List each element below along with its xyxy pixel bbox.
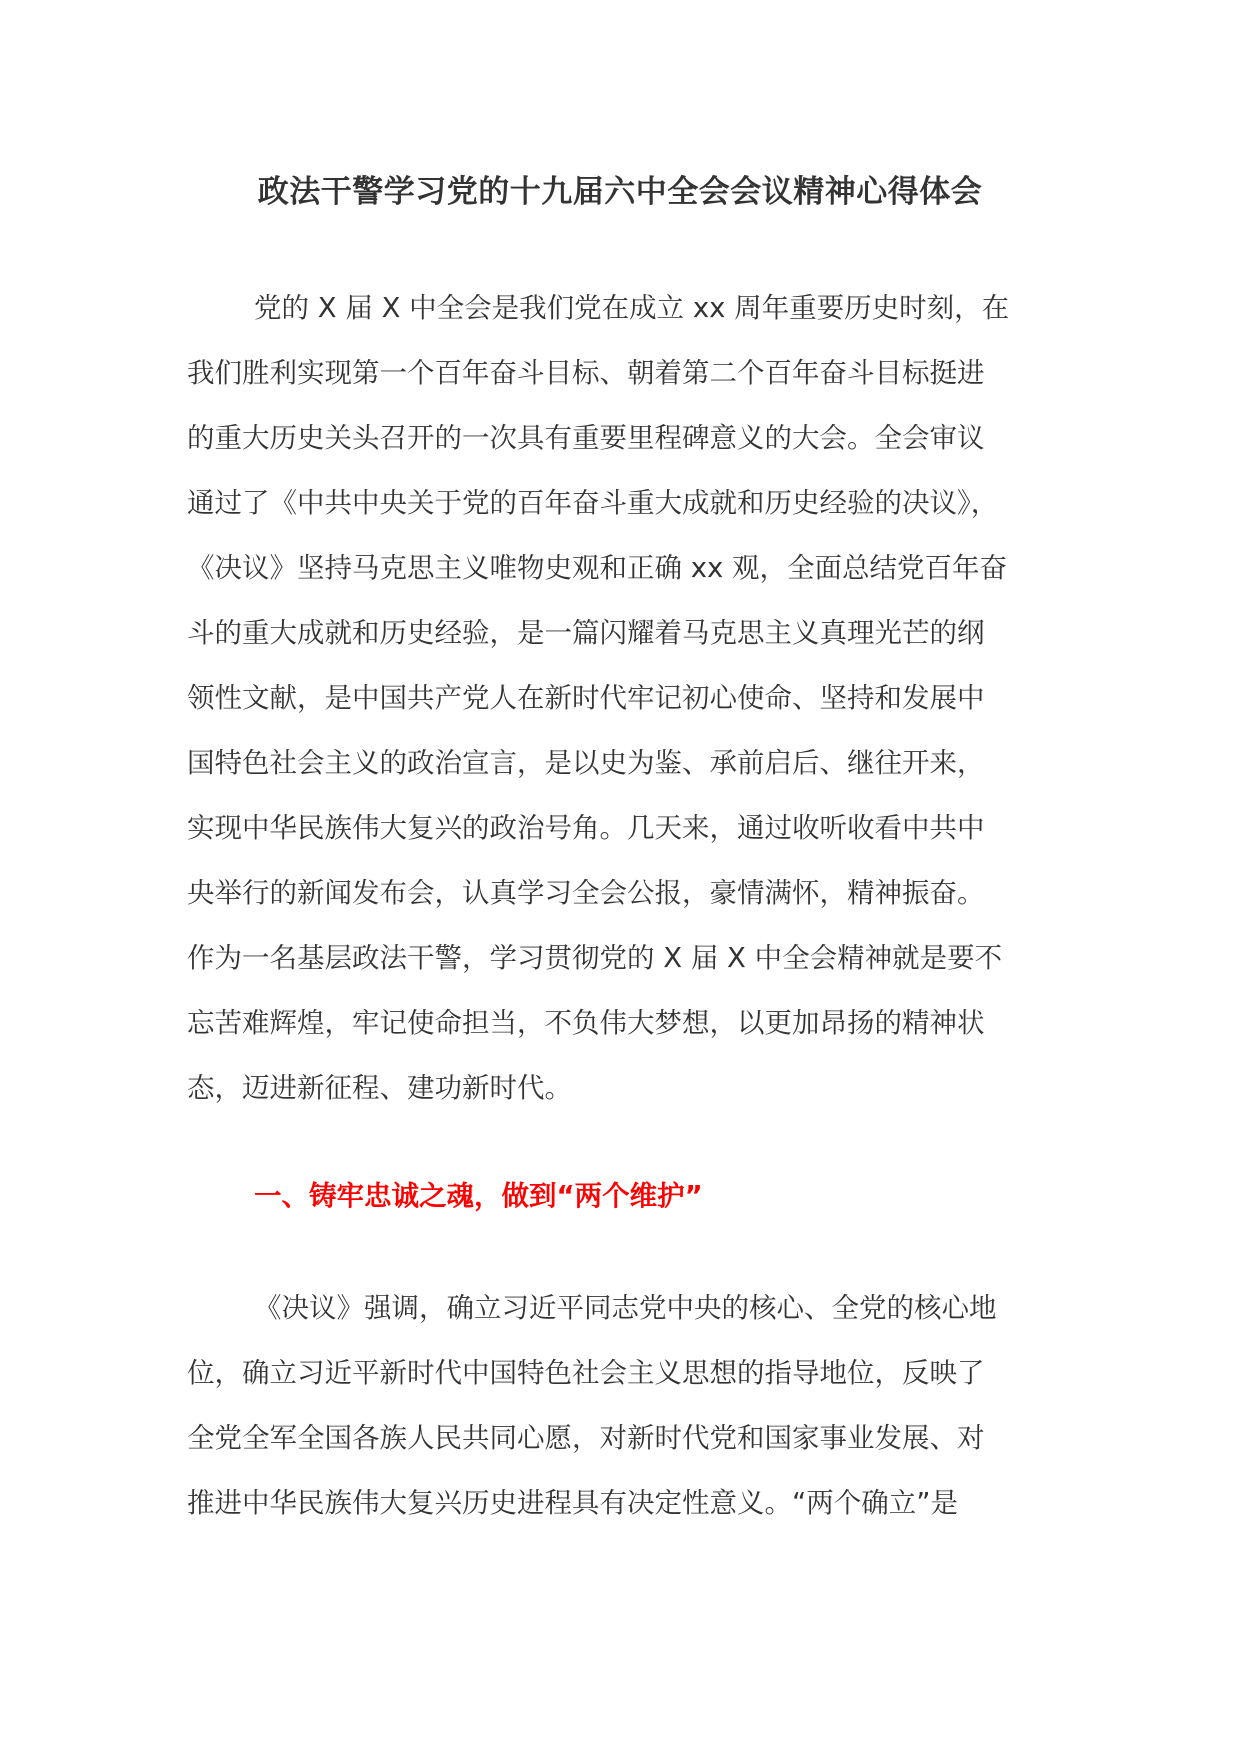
paragraph-line: 《决议》坚持马克思主义唯物史观和正确 xx 观，全面总结党百年奋 [187,552,1008,584]
paragraph-intro [187,276,1045,1121]
paragraph-line: 国特色社会主义的政治宣言，是以史为鉴、承前启后、继往开来， [187,747,985,779]
paragraph-line: 实现中华民族伟大复兴的政治号角。几天来，通过收听收看中共中 [187,812,985,844]
section-heading-1: 一、铸牢忠诚之魂，做到“两个维护” [254,1180,703,1212]
paragraph-line: 忘苦难辉煌，牢记使命担当，不负伟大梦想，以更加昂扬的精神状 [187,1007,985,1039]
paragraph-line: 态，迈进新征程、建功新时代。 [187,1072,572,1104]
paragraph-line: 党的 X 届 X 中全会是我们党在成立 xx 周年重要历史时刻，在 [254,292,1010,324]
paragraph-line: 我们胜利实现第一个百年奋斗目标、朝着第二个百年奋斗目标挺进 [187,357,985,389]
document-title: 政法干警学习党的十九届六中全会会议精神心得体会 [257,174,983,210]
paragraph-line: 作为一名基层政法干警，学习贯彻党的 X 届 X 中全会精神就是要不 [187,942,1003,974]
paragraph-resolution [187,1276,1045,1536]
paragraph-line: 通过了《中共中央关于党的百年奋斗重大成就和历史经验的决议》， [187,487,999,519]
paragraph-line: 的重大历史关头召开的一次具有重要里程碑意义的大会。全会审议 [187,422,985,454]
paragraph-line: 领性文献，是中国共产党人在新时代牢记初心使命、坚持和发展中 [187,682,985,714]
paragraph-line: 斗的重大成就和历史经验，是一篇闪耀着马克思主义真理光芒的纲 [187,617,985,649]
paragraph-line: 位，确立习近平新时代中国特色社会主义思想的指导地位，反映了 [187,1357,985,1389]
paragraph-line: 《决议》强调，确立习近平同志党中央的核心、全党的核心地 [254,1292,997,1324]
paragraph-line: 央举行的新闻发布会，认真学习全会公报，豪情满怀，精神振奋。 [187,877,985,909]
paragraph-line: 全党全军全国各族人民共同心愿，对新时代党和国家事业发展、对 [187,1422,985,1454]
paragraph-line: 推进中华民族伟大复兴历史进程具有决定性意义。“两个确立”是 [187,1487,958,1519]
